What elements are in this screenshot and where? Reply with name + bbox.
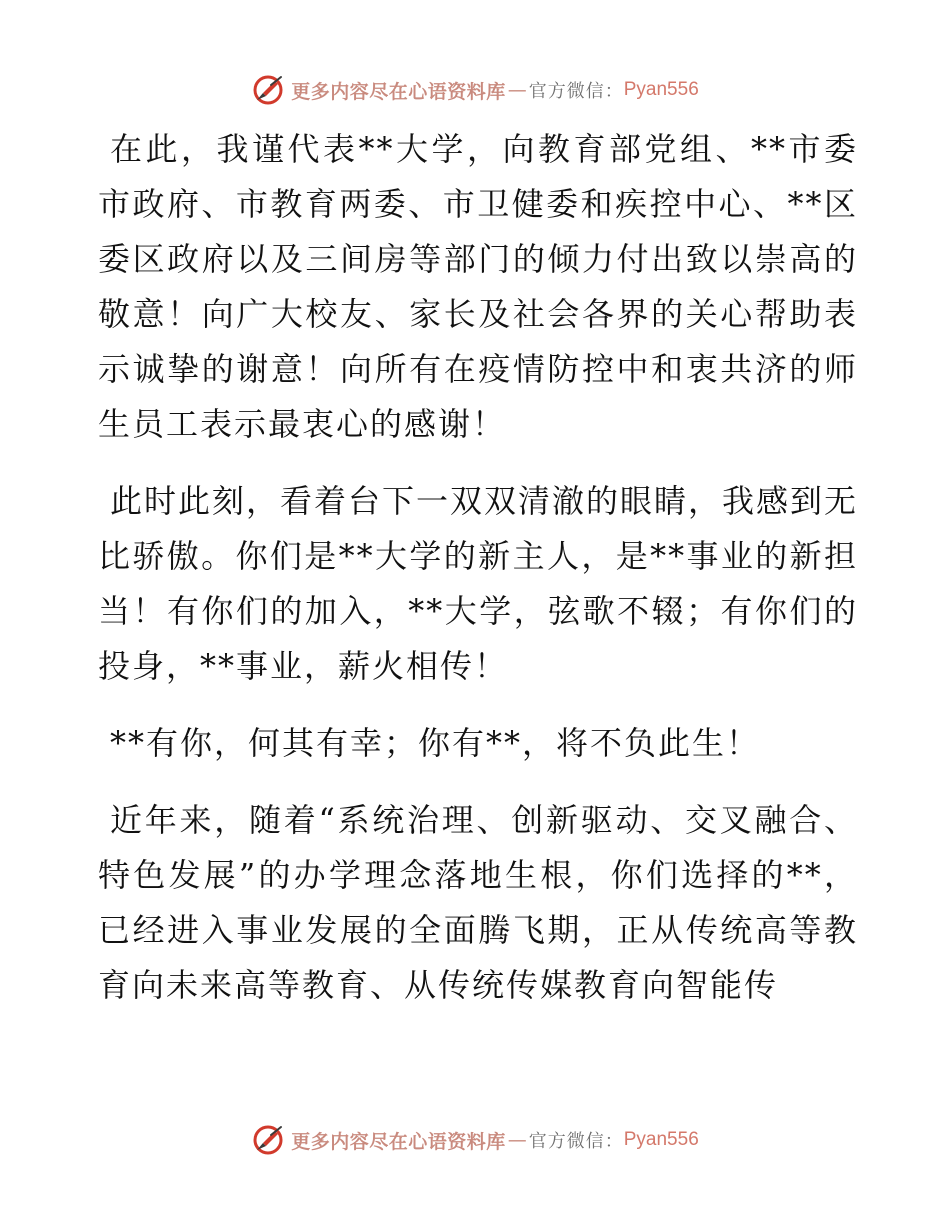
banner-separator: — [507, 1129, 527, 1151]
wechat-id: Pyan556 [623, 79, 699, 100]
document-body [98, 122, 858, 1013]
footer-banner [0, 1120, 950, 1160]
banner-text: 更多内容尽在心语资料库 [291, 1130, 506, 1153]
wechat-id: Pyan556 [623, 1129, 699, 1150]
wechat-label: 官方微信： [528, 81, 624, 102]
pen-logo-icon [251, 1123, 285, 1157]
paragraph: **有你，何其有幸；你有**，将不负此生！ [110, 724, 761, 762]
wechat-label: 官方微信： [528, 1131, 624, 1152]
header-banner [0, 70, 950, 110]
paragraph: 此时此刻，看着台下一双双清澈的眼睛，我感到无比骄傲。你们是**大学的新主人，是**事业的新担当！有你们的加入，**大学，弦歌不辍；有你们的投身，**事业，薪火相传！ [98, 482, 859, 685]
banner-text: 更多内容尽在心语资料库 [291, 80, 506, 103]
paragraph: 在此，我谨代表**大学，向教育部党组、**市委市政府、市教育两委、市卫健委和疾控中心、**区委区政府以及三间房等部门的倾力付出致以崇高的敬意！向广大校友、家长及社会各界的关心帮助表示诚挚的谢意！向所有在疫情防控中和衷共济的师生员工表示最衷心的感谢！ [98, 130, 858, 443]
pen-logo-icon [251, 73, 285, 107]
paragraph: 近年来，随着“系统治理、创新驱动、交叉融合、特色发展”的办学理念落地生根，你们选择的**，已经进入事业发展的全面腾飞期，正从传统高等教育向未来高等教育、从传统传媒教育向智能传 [98, 801, 858, 1004]
banner-separator: — [507, 79, 527, 101]
